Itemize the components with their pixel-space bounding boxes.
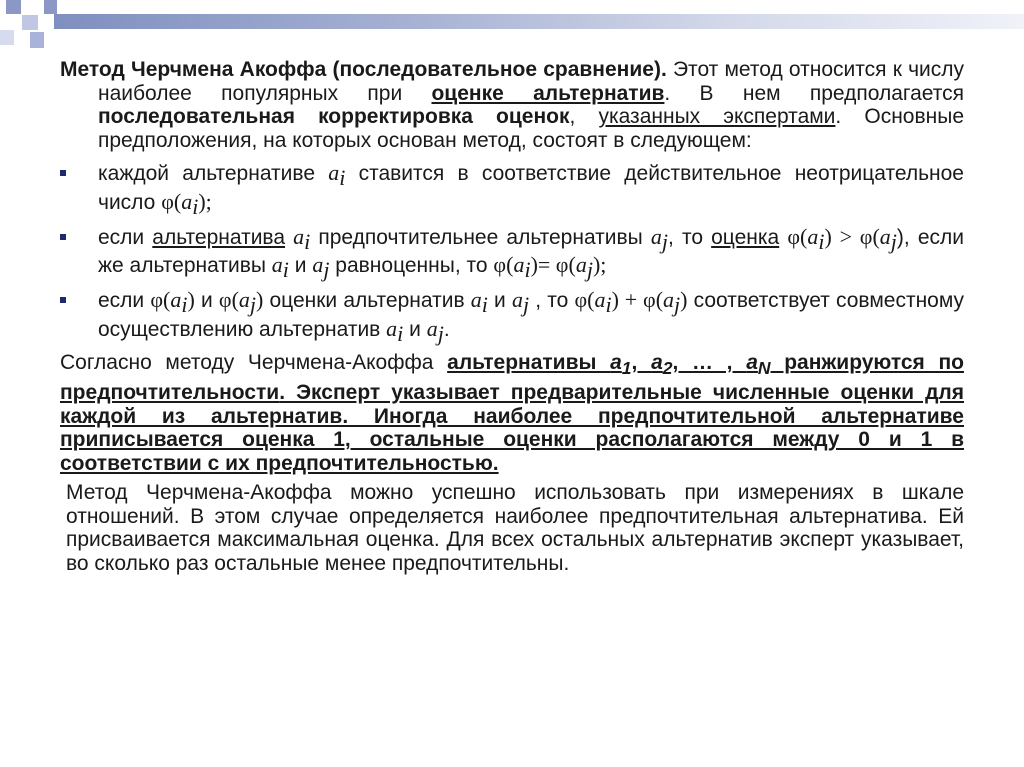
highlight-correction: последовательная корректировка оценок: [98, 105, 570, 129]
bullet-square-icon: [60, 170, 66, 176]
highlight-experts: указанных экспертами: [598, 105, 836, 129]
bullet-square-icon: [60, 234, 66, 240]
deco-square: [6, 0, 21, 14]
assumption-item-1: каждой альтернативе $a_i$ ставится в соответствие действительное неотрицательное число $\varphi(a_i)$;: [60, 161, 964, 219]
header-gradient-bar: [54, 14, 1024, 29]
highlight-evaluation: оценке альтернатив: [431, 81, 665, 105]
deco-square: [30, 32, 44, 48]
slide-content: [60, 58, 964, 576]
bullet-square-icon: [60, 297, 66, 303]
header-decoration: [0, 0, 1024, 60]
deco-square: [0, 30, 14, 45]
ranking-paragraph: Согласно методу Черчмена-Акоффа альтернативы $a_1$, $a_2$, … , $a_N$ ранжируются по предпочтительности. Эксперт указывает предварительные численные оценки для каждой из альтернатив. Иногда наиболее предпочтительной альтернативе приписывается оценка 1, остальные оценки располагаются между 0 и 1 в соответствии с их предпочтительностью.: [60, 351, 964, 476]
method-title: Метод Черчмена Акоффа (последовательное сравнение).: [60, 58, 667, 81]
ranking-highlight: альтернативы $a_1$, $a_2$, … , $a_N$ ранжируются по предпочтительности: [60, 351, 964, 405]
ratio-scale-paragraph: Метод Черчмена-Акоффа можно успешно использовать при измерениях в шкале отношений. В этом случае определяется наиболее предпочтительная альтернатива. Ей присваивается максимальная оценка. Для всех остальных альтернатив эксперт указывает, во сколько раз остальные менее предпочтительны.: [66, 480, 964, 575]
assumption-item-3: если $\varphi(a_i)$ и $\varphi(a_j)$ оценки альтернатив $a_i$ и $a_j$ , то $\varphi(a_i) + \varphi(a_j)$ соответствует совместному осуществлению альтернатив $a_i$ и $a_j$.: [60, 288, 964, 346]
assumption-item-2: если альтернатива $a_i$ предпочтительнее альтернативы $a_j$, то оценка $\varphi(a_i) > \varphi(a_j)$, если же альтернативы $a_i$ и $a_j$ равноценны, то $\varphi(a_i)= \varphi(a_j)$;: [60, 225, 964, 283]
intro-paragraph: Метод Черчмена Акоффа (последовательное сравнение). Этот метод относится к числу наиболее популярных при оценке альтернатив. В нем предполагается последовательная корректировка оценок, указанных экспертами. Основные предположения, на которых основан метод, состоят в следующем:: [60, 58, 965, 153]
deco-square: [44, 0, 57, 14]
ranking-conclusion: . Эксперт указывает предварительные численные оценки для каждой из альтернатив. Иногда наиболее предпочтительной альтернативе приписывается оценка 1, остальные оценки располагаются между 0 и 1 в соответствии с их предпочтительностью.: [60, 381, 964, 476]
deco-square: [22, 15, 38, 30]
